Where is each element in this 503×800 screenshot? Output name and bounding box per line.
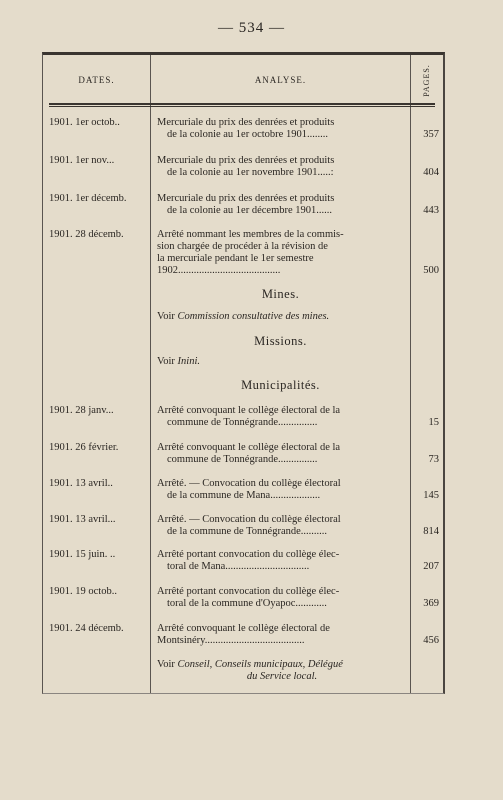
header-analyse: ANALYSE.	[254, 75, 307, 85]
see-also-reference-continued: du Service local.	[246, 671, 318, 682]
see-also-prefix: Voir	[157, 659, 178, 670]
row-date: 1901. 1er nov...	[49, 155, 115, 166]
row-line: Mercuriale du prix des denrées et produits	[157, 117, 335, 128]
page-number: — 534 —	[218, 20, 285, 36]
row-date: 1901. 19 octob..	[49, 586, 117, 597]
row-line: Arrêté portant convocation du collège élec-	[157, 549, 340, 560]
row-line: Arrêté convoquant le collège électoral de la	[157, 442, 341, 453]
row-line: Arrêté convoquant le collège électoral de la	[157, 405, 341, 416]
row-page: 73	[428, 454, 439, 465]
row-analysis	[157, 229, 405, 277]
row-analysis	[157, 478, 405, 502]
section-title-mines: Mines.	[261, 287, 300, 301]
row-analysis	[157, 623, 405, 647]
see-also-municipalites	[157, 659, 407, 683]
row-date: 1901. 26 février.	[49, 442, 119, 453]
row-date: 1901. 1er décemb.	[49, 193, 127, 204]
index-table	[42, 52, 445, 694]
see-also-reference: Inini.	[177, 356, 200, 367]
header-pages	[408, 65, 444, 95]
header-rule-thin	[49, 106, 435, 107]
row-line: de la colonie au 1er décembre 1901......	[167, 205, 333, 216]
row-analysis	[157, 442, 405, 466]
see-also-reference: Conseil, Conseils municipaux, Délégué	[177, 659, 343, 670]
row-line: commune de Tonnégrande...............	[167, 417, 318, 428]
row-line: de la commune de Mana...................	[167, 490, 321, 501]
row-line: Montsinéry......................................	[157, 635, 305, 646]
see-also-mines	[157, 311, 407, 323]
row-line: toral de Mana................................	[167, 561, 310, 572]
row-analysis	[157, 155, 405, 179]
row-date: 1901. 24 décemb.	[49, 623, 124, 634]
section-title-missions: Missions.	[254, 334, 307, 348]
row-page: 404	[423, 167, 439, 178]
row-line: Arrêté. — Convocation du collège électoral	[157, 478, 341, 489]
header-rule	[49, 103, 435, 105]
row-line: Arrêté portant convocation du collège élec-	[157, 586, 340, 597]
row-line: Arrêté convoquant le collège électoral de	[157, 623, 330, 634]
row-line: de la commune de Tonnégrande..........	[167, 526, 328, 537]
row-analysis	[157, 193, 405, 217]
see-also-missions	[157, 356, 407, 368]
row-date: 1901. 15 juin. ..	[49, 549, 116, 560]
see-also-prefix: Voir	[157, 311, 178, 322]
row-page: 369	[423, 598, 439, 609]
row-page: 145	[423, 490, 439, 501]
row-page: 814	[423, 526, 439, 537]
row-page: 456	[423, 635, 439, 646]
row-date: 1901. 13 avril..	[49, 478, 113, 489]
row-line: Arrêté. — Convocation du collège électoral	[157, 514, 341, 525]
row-analysis	[157, 514, 405, 538]
row-analysis	[157, 586, 405, 610]
row-page: 357	[423, 129, 439, 140]
see-also-prefix: Voir	[157, 356, 178, 367]
row-line: toral de la commune d'Oyapoc............	[167, 598, 327, 609]
row-page: 443	[423, 205, 439, 216]
row-date: 1901. 13 avril...	[49, 514, 116, 525]
row-line: de la colonie au 1er octobre 1901........	[167, 129, 328, 140]
row-analysis	[157, 117, 405, 141]
row-date: 1901. 1er octob..	[49, 117, 120, 128]
row-analysis	[157, 549, 405, 573]
row-line: Mercuriale du prix des denrées et produits	[157, 193, 335, 204]
row-date: 1901. 28 décemb.	[49, 229, 124, 240]
header-pages-label: PAGES.	[421, 63, 431, 97]
row-line: 1902.......................................	[157, 265, 281, 276]
row-analysis	[157, 405, 405, 429]
column-divider-dates	[150, 55, 151, 693]
see-also-reference: Commission consultative des mines.	[177, 311, 330, 322]
row-page: 207	[423, 561, 439, 572]
header-dates: DATES.	[78, 75, 115, 85]
row-page: 500	[423, 265, 439, 276]
section-title-municipalites: Municipalités.	[241, 378, 320, 392]
row-line: Mercuriale du prix des denrées et produits	[157, 155, 335, 166]
row-line: commune de Tonnégrande...............	[167, 454, 318, 465]
row-line: de la colonie au 1er novembre 1901.....:	[167, 167, 334, 178]
row-line: la mercuriale pendant le 1er semestre	[157, 253, 314, 264]
row-date: 1901. 28 janv...	[49, 405, 114, 416]
row-line: sion chargée de procéder à la révision de	[157, 241, 328, 252]
row-page: 15	[428, 417, 439, 428]
row-line: Arrêté nommant les membres de la commis-	[157, 229, 344, 240]
